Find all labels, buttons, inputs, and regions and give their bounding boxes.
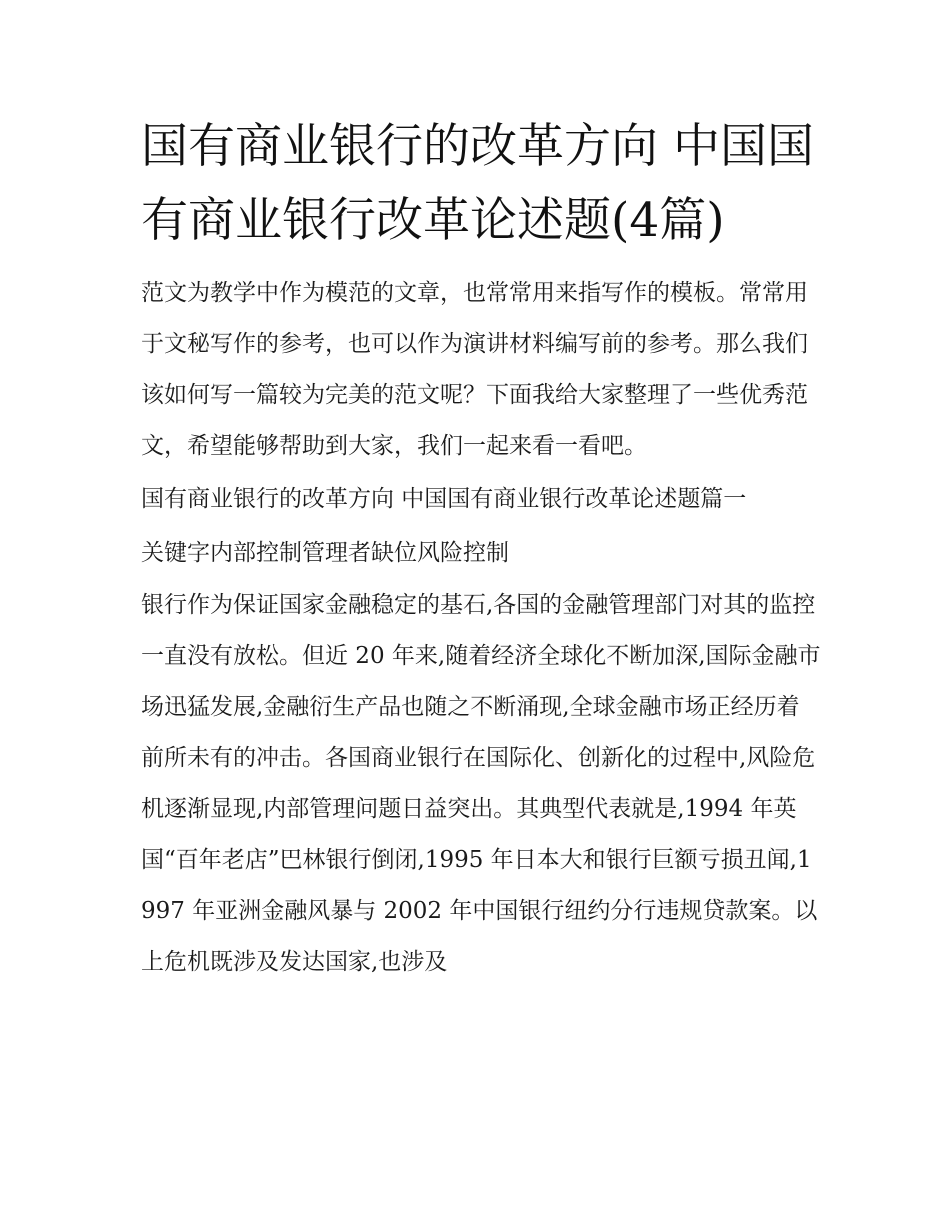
section-heading: 国有商业银行的改革方向 中国国有商业银行改革论述题篇一: [141, 486, 747, 512]
body-paragraph: 银行作为保证国家金融稳定的基石,各国的金融管理部门对其的监控一直没有放松。但近 20 年来,随着经济全球化不断加深,国际金融市场迅猛发展,金融衍生产品也随之不断涌现,全球金融市场正经历着前所未有的冲击。各国商业银行在国际化、创新化的过程中,风险危机逐渐显现,内部管理问题日益突出。其典型代表就是,1994 年英国“百年老店”巴林银行倒闭,1995 年日本大和银行巨额亏损丑闻,1997 年亚洲金融风暴与 2002 年中国银行纽约分行违规贷款案。以上危机既涉及发达国家,也涉及: [141, 592, 821, 975]
document-content: [141, 110, 821, 988]
intro-paragraph: 范文为教学中作为模范的文章，也常常用来指写作的模板。常常用于文秘写作的参考，也可以作为演讲材料编写前的参考。那么我们该如何写一篇较为完美的范文呢？下面我给大家整理了一些优秀范文，希望能够帮助到大家，我们一起来看一看吧。: [141, 280, 808, 459]
keywords-line: 关键字内部控制管理者缺位风险控制: [141, 540, 509, 566]
document-title: 国有商业银行的改革方向 中国国有商业银行改革论述题(4篇): [141, 119, 814, 248]
